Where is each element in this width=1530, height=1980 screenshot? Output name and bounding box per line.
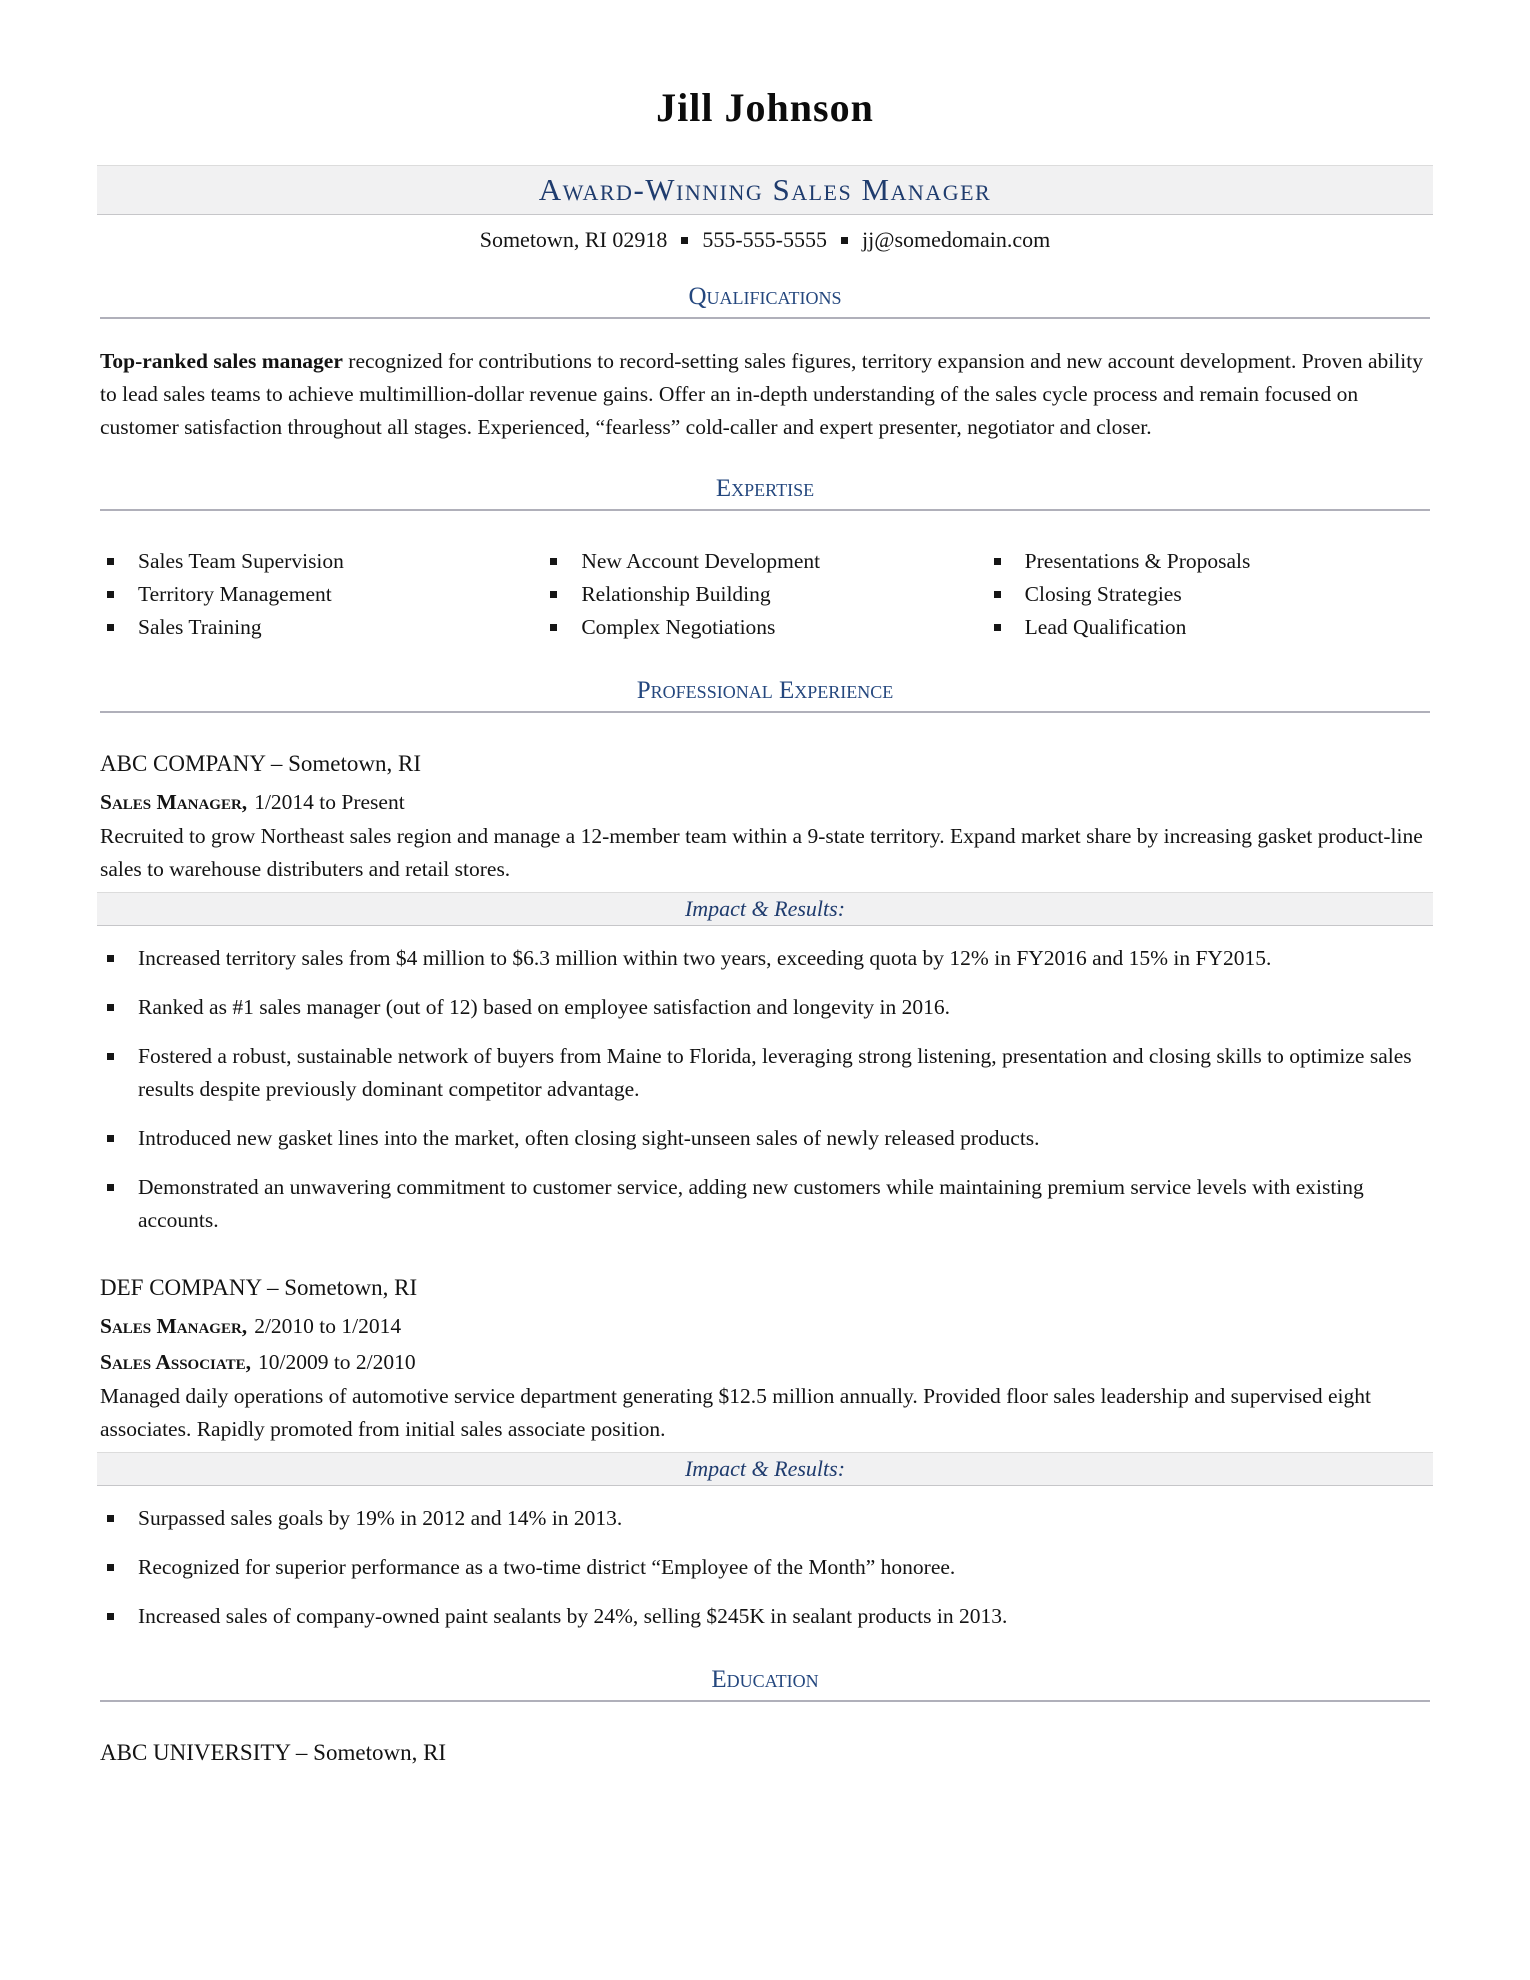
impact-results-label: Impact & Results: [684, 896, 846, 921]
expertise-list [100, 545, 1430, 644]
bullet-text: Fostered a robust, sustainable network of buyers from Maine to Florida, leveraging strong listening, presentation and closing skills to optimize sales results despite previously dominant competitor advantage. [138, 1044, 1412, 1101]
company-name: DEF COMPANY – Sometown, RI [100, 1275, 418, 1300]
role-line [100, 784, 1430, 820]
bullet-separator-icon [841, 237, 848, 244]
job-dates: 10/2009 to 2/2010 [257, 1350, 416, 1374]
bullet-square-icon [107, 1135, 114, 1142]
bullet-square-icon [550, 624, 557, 631]
bullet-item [100, 1502, 1430, 1535]
bullet-square-icon [107, 624, 114, 631]
expertise-item [543, 545, 986, 578]
contact-line [100, 223, 1430, 256]
role-line [100, 1308, 1430, 1344]
bullet-item [100, 1171, 1430, 1237]
bullet-square-icon [107, 1053, 114, 1060]
school-name: ABC UNIVERSITY – Sometown, RI [100, 1740, 447, 1765]
candidate-name: Jill Johnson [656, 85, 874, 130]
bullet-text: Increased sales of company-owned paint sealants by 24%, selling $245K in sealant products in 2013. [138, 1604, 1008, 1628]
bullet-item [100, 1551, 1430, 1584]
expertise-label: Complex Negotiations [581, 615, 776, 639]
bullet-square-icon [994, 624, 1001, 631]
contact-phone: 555-555-5555 [702, 227, 827, 252]
expertise-label: Closing Strategies [1024, 582, 1182, 606]
company-name: ABC COMPANY – Sometown, RI [100, 751, 421, 776]
bullet-square-icon [107, 1515, 114, 1522]
expertise-item [987, 611, 1430, 644]
impact-results-band [97, 1452, 1433, 1486]
bullet-item [100, 991, 1430, 1024]
expertise-item [100, 578, 543, 611]
bullet-square-icon [107, 1004, 114, 1011]
job-entry [100, 747, 1430, 1237]
bullet-square-icon [107, 558, 114, 565]
bullet-square-icon [994, 558, 1001, 565]
bullet-square-icon [107, 1613, 114, 1620]
impact-results-label: Impact & Results: [684, 1456, 846, 1481]
expertise-label: Lead Qualification [1024, 615, 1187, 639]
bullet-square-icon [107, 1184, 114, 1191]
expertise-item [987, 578, 1430, 611]
expertise-item [987, 545, 1430, 578]
expertise-label: Sales Training [138, 615, 262, 639]
expertise-item [543, 578, 986, 611]
expertise-label: Sales Team Supervision [138, 549, 344, 573]
job-summary: Recruited to grow Northeast sales region and manage a 12-member team within a 9-state territory. Expand market share by increasing gasket product-line sales to warehouse distributers and retail stores. [100, 824, 1423, 881]
role-line [100, 1344, 1430, 1380]
expertise-label: Relationship Building [581, 582, 771, 606]
bullet-text: Demonstrated an unwavering commitment to customer service, adding new customers while maintaining premium service levels with existing accounts. [138, 1175, 1364, 1232]
bullet-item [100, 1040, 1430, 1106]
bullet-separator-icon [681, 237, 688, 244]
job-title: Sales Manager, [100, 790, 248, 814]
bullet-text: Surpassed sales goals by 19% in 2012 and 14% in 2013. [138, 1506, 623, 1530]
bullet-square-icon [994, 591, 1001, 598]
bullet-square-icon [107, 591, 114, 598]
section-heading-education: Education [100, 1665, 1430, 1702]
bullet-text: Recognized for superior performance as a two-time district “Employee of the Month” honoree. [138, 1555, 956, 1579]
job-title: Sales Associate, [100, 1350, 251, 1374]
achievement-list [100, 942, 1430, 1237]
section-heading-qualifications: Qualifications [100, 282, 1430, 319]
expertise-item [100, 611, 543, 644]
bullet-item [100, 942, 1430, 975]
bullet-square-icon [550, 558, 557, 565]
qualifications-body: recognized for contributions to record-setting sales figures, territory expansion and new account development. Proven ability to lead sales teams to achieve multimillion-dollar revenue gains. Offer an in-depth understanding of the sales cycle process and remain focused on customer satisfaction throughout all stages. Experienced, “fearless” cold-caller and expert presenter, negotiator and closer. [100, 349, 1423, 439]
qualifications-lead: Top-ranked sales manager [100, 349, 343, 373]
expertise-item [543, 611, 986, 644]
title-band [97, 165, 1433, 215]
contact-location: Sometown, RI 02918 [479, 227, 668, 252]
expertise-item [100, 545, 543, 578]
job-dates: 2/2010 to 1/2014 [254, 1314, 402, 1338]
expertise-label: Presentations & Proposals [1024, 549, 1251, 573]
qualifications-paragraph [100, 345, 1430, 444]
expertise-label: Territory Management [138, 582, 332, 606]
bullet-text: Increased territory sales from $4 million to $6.3 million within two years, exceeding quota by 12% in FY2016 and 15% in FY2015. [138, 946, 1272, 970]
bullet-item [100, 1600, 1430, 1633]
job-summary: Managed daily operations of automotive service department generating $12.5 million annually. Provided floor sales leadership and supervised eight associates. Rapidly promoted from initial sales associate position. [100, 1384, 1371, 1441]
achievement-list [100, 1502, 1430, 1633]
job-title: Sales Manager, [100, 1314, 248, 1338]
bullet-square-icon [107, 1564, 114, 1571]
contact-email: jj@somedomain.com [861, 227, 1051, 252]
job-dates: 1/2014 to Present [254, 790, 405, 814]
candidate-title: Award-Winning Sales Manager [538, 172, 992, 207]
section-heading-experience: Professional Experience [100, 676, 1430, 713]
job-entry [100, 1271, 1430, 1633]
bullet-square-icon [107, 955, 114, 962]
section-heading-expertise: Expertise [100, 474, 1430, 511]
bullet-item [100, 1122, 1430, 1155]
impact-results-band [97, 892, 1433, 926]
expertise-label: New Account Development [581, 549, 821, 573]
bullet-text: Ranked as #1 sales manager (out of 12) based on employee satisfaction and longevity in 2016. [138, 995, 951, 1019]
bullet-square-icon [550, 591, 557, 598]
bullet-text: Introduced new gasket lines into the market, often closing sight-unseen sales of newly released products. [138, 1126, 1040, 1150]
